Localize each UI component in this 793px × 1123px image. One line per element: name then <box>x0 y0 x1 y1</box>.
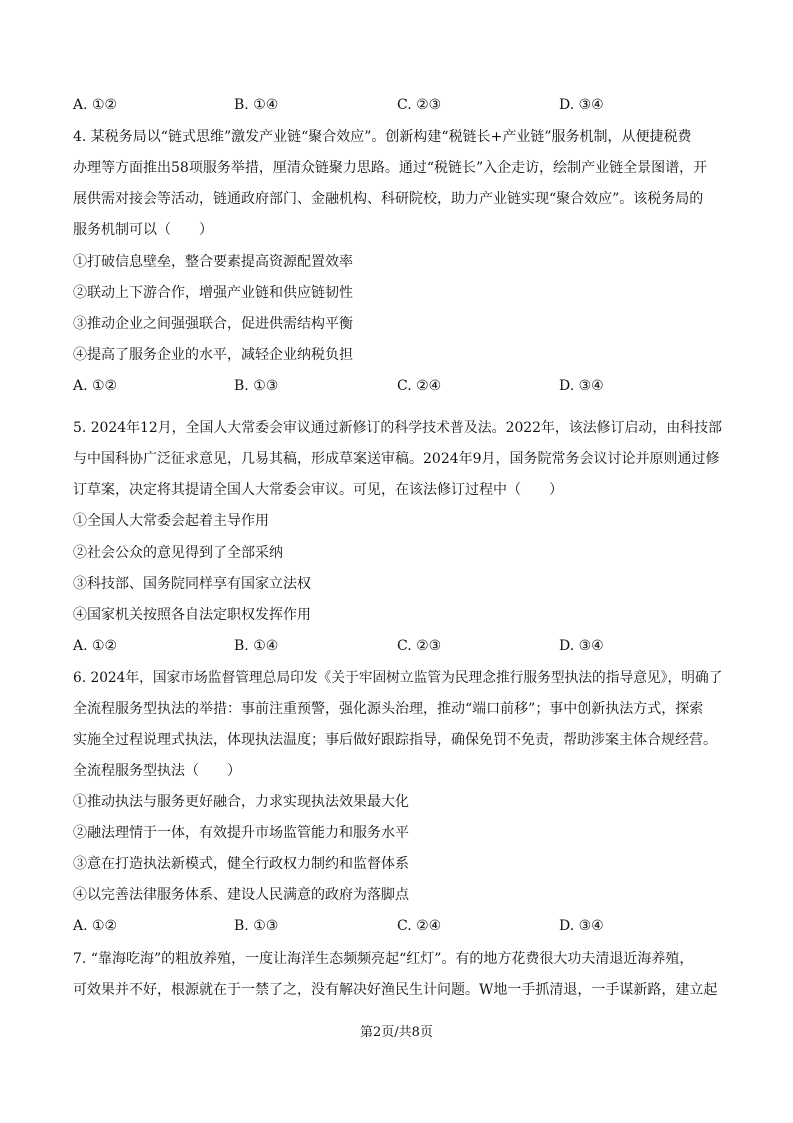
option-b: B. ①③ <box>234 918 279 934</box>
option-b: B. ①③ <box>234 378 279 394</box>
option-d: D. ③④ <box>559 918 604 934</box>
question-text-line: 办理等方面推出58项服务举措，厘清众链聚力思路。通过“税链长”入企走访，绘制产业链全景图谱，开 <box>73 160 708 176</box>
statement-item: ②联动上下游合作，增强产业链和供应链韧性 <box>73 285 353 301</box>
question-text-line: 展供需对接会等活动，链通政府部门、金融机构、科研院校，助力产业链实现“聚合效应”。该税务局的 <box>73 191 704 207</box>
question-text-line: 全流程服务型执法的举措：事前注重预警，强化源头治理，推动“端口前移”；事中创新执法方式，探索 <box>73 701 704 717</box>
page-footer: 第2页/共8页 <box>360 1025 433 1040</box>
option-a: A. ①② <box>73 97 118 113</box>
option-c: C. ②③ <box>397 638 442 654</box>
option-b: B. ①④ <box>234 97 279 113</box>
option-c: C. ②④ <box>397 378 442 394</box>
option-d: D. ③④ <box>559 638 604 654</box>
statement-item: ④提高了服务企业的水平，减轻企业纳税负担 <box>73 347 353 363</box>
statement-item: ③意在打造执法新模式，健全行政权力制约和监督体系 <box>73 856 409 872</box>
statement-item: ①全国人大常委会起着主导作用 <box>73 513 269 529</box>
statement-item: ④国家机关按照各自法定职权发挥作用 <box>73 607 311 623</box>
statement-item: ②社会公众的意见得到了全部采纳 <box>73 545 283 561</box>
option-a: A. ①② <box>73 378 118 394</box>
question-text-line: 服务机制可以（ ） <box>73 222 213 238</box>
question-text-line: 4. 某税务局以“链式思维”激发产业链“聚合效应”。创新构建“税链长+产业链”服务机制，从便捷税费 <box>73 129 692 145</box>
question-text-line: 7. “靠海吃海”的粗放养殖，一度让海洋生态频频亮起“红灯”。有的地方花费很大功夫清退近海养殖， <box>73 951 694 967</box>
option-c: C. ②④ <box>397 918 442 934</box>
statement-item: ④以完善法律服务体系、建设人民满意的政府为落脚点 <box>73 887 409 903</box>
question-text-line: 可效果并不好，根源就在于一禁了之，没有解决好渔民生计问题。W地一手抓清退，一手谋新路，建立起 <box>73 982 718 998</box>
option-b: B. ①④ <box>234 638 279 654</box>
option-c: C. ②③ <box>397 97 442 113</box>
question-text-line: 实施全过程说理式执法，体现执法温度；事后做好跟踪指导，确保免罚不免责，帮助涉案主体合规经营。 <box>73 732 717 748</box>
statement-item: ①打破信息壁垒，整合要素提高资源配置效率 <box>73 254 353 270</box>
question-text-line: 6. 2024年，国家市场监督管理总局印发《关于牢固树立监管为民理念推行服务型执法的指导意见》，明确了 <box>73 670 723 686</box>
statement-item: ②融法理情于一体，有效提升市场监管能力和服务水平 <box>73 825 409 841</box>
option-d: D. ③④ <box>559 97 604 113</box>
option-d: D. ③④ <box>559 378 604 394</box>
option-a: A. ①② <box>73 638 118 654</box>
statement-item: ③推动企业之间强强联合，促进供需结构平衡 <box>73 316 353 332</box>
question-text-line: 订草案，决定将其提请全国人大常委会审议。可见，在该法修订过程中（ ） <box>73 482 563 498</box>
statement-item: ①推动执法与服务更好融合，力求实现执法效果最大化 <box>73 794 409 810</box>
statement-item: ③科技部、国务院同样享有国家立法权 <box>73 576 311 592</box>
option-a: A. ①② <box>73 918 118 934</box>
question-text-line: 与中国科协广泛征求意见，几易其稿，形成草案送审稿。2024年9月，国务院常务会议讨论并原则通过修 <box>73 451 720 467</box>
question-text-line: 全流程服务型执法（ ） <box>73 763 241 779</box>
question-text-line: 5. 2024年12月，全国人大常委会审议通过新修订的科学技术普及法。2022年，该法修订启动，由科技部 <box>73 420 722 436</box>
